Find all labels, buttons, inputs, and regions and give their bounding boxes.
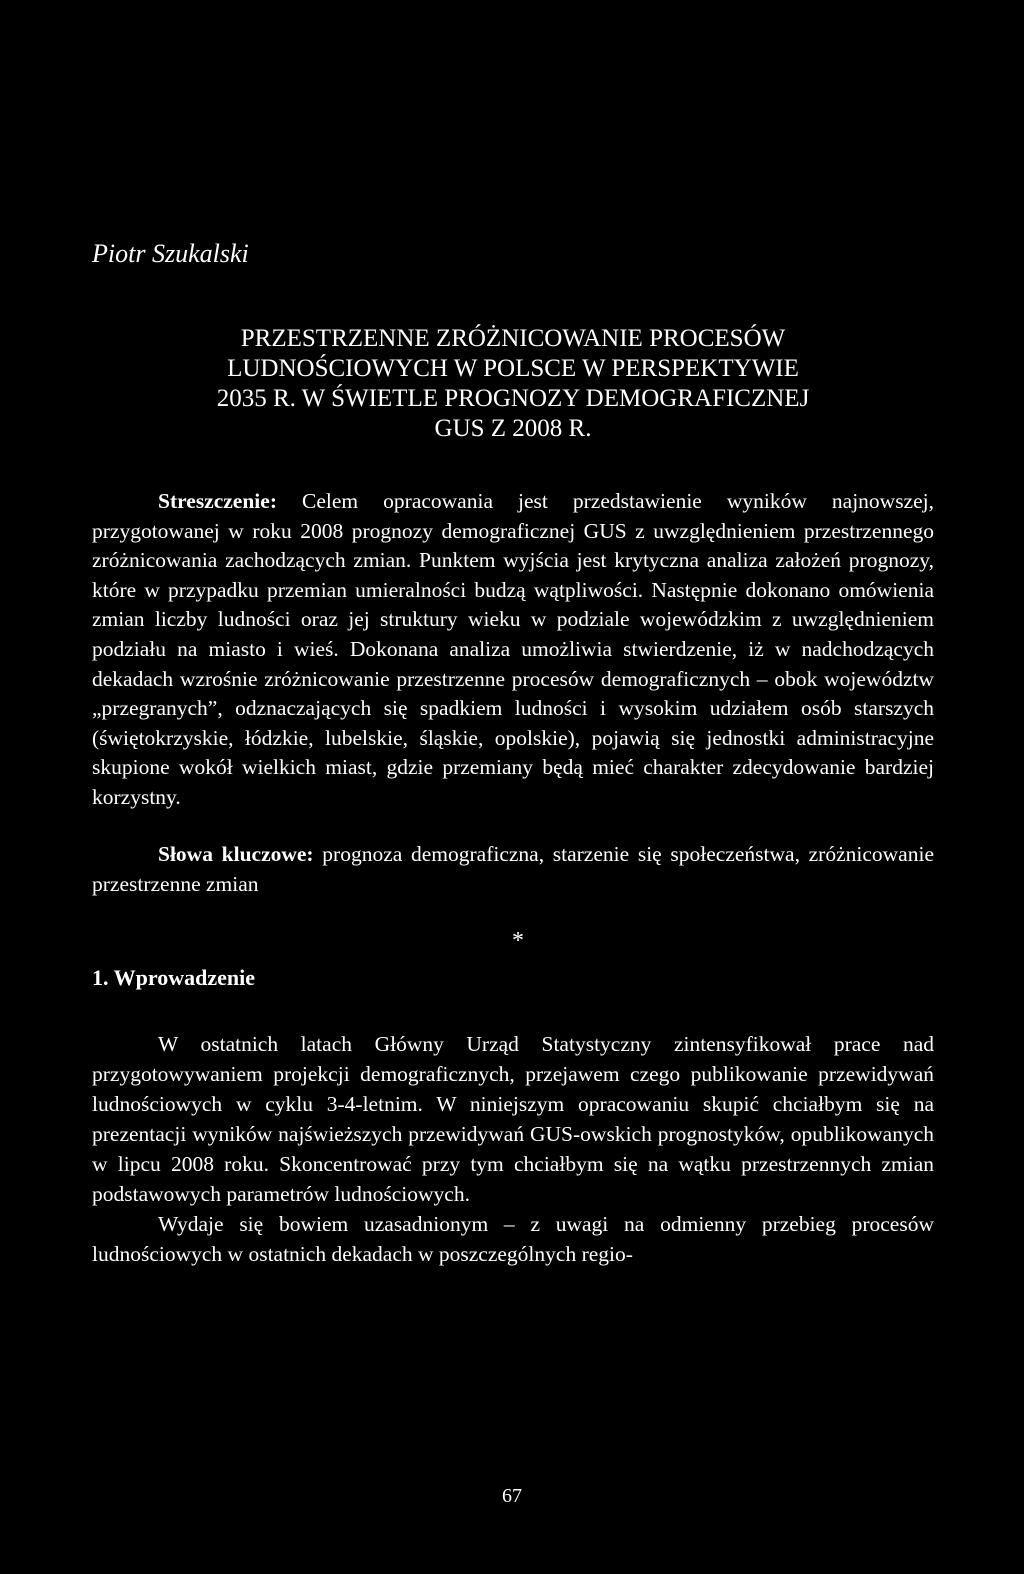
body-paragraph-2: Wydaje się bowiem uzasadnionym – z uwagi na odmienny przebieg procesów ludnościowych w ostatnich dekadach w poszczególnych regio- <box>92 1211 934 1266</box>
abstract-label: Streszczenie: <box>158 489 277 513</box>
keywords-label: Słowa kluczowe: <box>158 841 314 866</box>
section-separator: * <box>512 927 524 954</box>
abstract <box>92 487 934 813</box>
body-paragraph-1: W ostatnich latach Główny Urząd Statystyczny zintensyfikował prace nad przygotowywaniem projekcji demograficznych, przejawem czego publikowanie przewidywań ludnościowych w cyklu 3-4-letnim. W niniejszym opracowaniu skupić chciałbym się na prezentacji wyników najświeższych przewidywań GUS-owskich prognostyków, opublikowanych w lipcu 2008 roku. Skoncentrować przy tym chciałbym się na wątku przestrzennych zmian podstawowych parametrów ludnościowych. <box>92 1031 934 1206</box>
title-line-4: GUS Z 2008 R. <box>434 415 592 442</box>
section-heading: 1. Wprowadzenie <box>92 964 255 990</box>
section-body <box>92 1029 934 1269</box>
author-name: Piotr Szukalski <box>92 239 249 268</box>
title-line-1: PRZESTRZENNE ZRÓŻNICOWANIE PROCESÓW <box>240 325 786 352</box>
abstract-text: Celem opracowania jest przedstawienie wyników najnowszej, przygotowanej w roku 2008 prognozy demograficznej GUS z uwzględnieniem przestrzennego zróżnicowania zachodzących zmian. Punktem wyjścia jest krytyczna analiza założeń prognozy, które w przypadku przemian umieralności budzą wątpliwości. Następnie dokonano omówienia zmian liczby ludności oraz jej struktury wieku w podziale wojewódzkim z uwzględnieniem podziału na miasto i wieś. Dokonana analiza umożliwia stwierdzenie, iż w nadchodzących dekadach wzrośnie zróżnicowanie przestrzenne procesów demograficznych – obok województw „przegranych”, odznaczających się spadkiem ludności i wysokim udziałem osób starszych (świętokrzyskie, łódzkie, lubelskie, śląskie, opolskie), pojawią się jednostki administracyjne skupione wokół wielkich miast, gdzie przemiany będą mieć charakter zdecydowanie bardziej korzystny. <box>92 489 934 809</box>
page-content <box>92 236 934 1269</box>
page-number: 67 <box>502 1485 522 1507</box>
title-line-2: LUDNOŚCIOWYCH W POLSCE W PERSPEKTYWIE <box>227 355 799 382</box>
keywords-text: prognoza demograficzna, starzenie się społeczeństwa, zróżnicowanie przestrzenne zmian <box>92 841 934 896</box>
title-line-3: 2035 R. W ŚWIETLE PROGNOZY DEMOGRAFICZNEJ <box>216 385 810 412</box>
paper-title <box>92 324 934 444</box>
keywords <box>92 839 934 899</box>
